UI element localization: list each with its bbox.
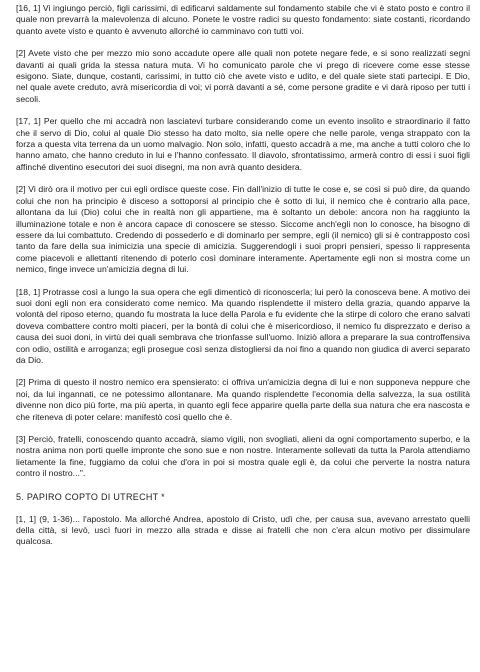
paragraph-18-2: [2] Prima di questo il nostro nemico era spensierato: ci offriva un'amicizia degna di lui e non supponeva neppure che noi, da lui ingannati, ce ne potessimo allontanare. Ma quando risplendette l'economia della salvezza, la sua ostilità divenne non dico più forte, ma più aperta, in quanto egli fece apparire quella parte della sua natura che era nascosta e che riteneva di poter celare: manifestò così quello che è. [16,377,470,422]
paragraph-16-1: [16, 1] Vi ingiungo perciò, figli carissimi, di edificarvi saldamente sul fondamento stabile che vi è stato posto e contro il quale non prevarrà la malevolenza di alcuno. Ponete le vostre radici su questo fondamento: siate costanti, ricordando quanto avete visto e quanto è avvenuto allorché io camminavo con tutti voi. [16,3,470,36]
paragraph-17-1: [17, 1] Per quello che mi accadrà non lasciatevi turbare considerando come un evento insolito e straordinario il fatto che il servo di Dio, colui al quale Dio stesso ha dato molto, sia nelle opere che nelle parole, venga strappato con la forza a questa vita terrena da un uomo malvagio. Non solo, infatti, questo accadrà a me, ma anche a tutti coloro che lo hanno amato, che hanno creduto in lui e l'hanno confessato. Il diavolo, sfrontatissimo, armerà contro di essi i suoi figli affinché diventino esecutori dei suoi disegni, ma non avrà quanto desidera. [16,116,470,172]
paragraph-17-2: [2] Vi dirò ora il motivo per cui egli ordisce queste cose. Fin dall'inizio di tutte le cose e, se così si può dire, da quando colui che non ha principio è disceso a sottoporsi al principio che è sotto di lui, il nemico che è contrario alla pace, allontana da lui (Dio) colui che in realtà non gli appartiene, ma è soltanto un debole: ancora non ha raggiunto la illuminazione totale e non è ancora capace di conoscere se stesso. Siccome anch'egli non lo conosce, ha bisogno di essere da lui combattuto. Credendo di possederlo e di dominarlo per sempre, egli (il nemico) gli si è contrapposto così tanto da fare della sua inimicizia una specie di amicizia. Suggerendogli i suoi propri pensieri, spesso li rappresenta come piacevoli e allettanti ritenendo di poterlo così dominare interamente. Apertamente egli non si mostra come un nemico, finge invece un'amicizia degna di lui. [16,184,470,275]
paragraph-18-3: [3] Perciò, fratelli, conoscendo quanto accadrà, siamo vigili, non svogliati, alieni da ogni comportamento superbo, e la nostra anima non porti quelle impronte che sono sue e non nostre. Interamente sollevati da tutta la Parola attendiamo lietamente la fine, fuggiamo da colui che d'ora in poi si mostra quale egli è, da colui che perverte la nostra natura contro il nostro...". [16,434,470,479]
section-heading: 5. PAPIRO COPTO DI UTRECHT * [16,491,165,502]
paragraph-18-1: [18, 1] Protrasse così a lungo la sua opera che egli dimenticò di riconoscerla; lui però la conosceva bene. A motivo dei suoi doni egli non era considerato come nemico. Ma quando risplendette il mistero della grazia, quando apparve la volontà del riposo eterno, quando fu mostrata la luce della Parola e fu evidente che la stirpe di coloro che erano salvati doveva combattere contro molti piaceri, per la bontà di colui che è misericordioso, il nemico fu disprezzato e deriso a causa dei suoi doni, in virtù dei quali sembrava che trionfasse sull'uomo. Iniziò allora a preparare la sua controffensiva con odio, ostilità e arroganza; egli prosegue così senza distogliersi da noi fino a quando non giudica di averci separato da Dio. [16,286,470,365]
paragraph-16-2: [2] Avete visto che per mezzo mio sono accadute opere alle quali non potete negare fede, e si sono realizzati segni davanti ai quali grida la stessa natura muta. Vi ho comunicato parole che vi prego di ricevere come esse stesse esigono. Siate, dunque, costanti, carissimi, in tutto ciò che avete visto e udito, e del quale siete stati partecipi. E Dio, nel quale avete creduto, avrà misericordia di voi; vi porrà davanti a sé, come persone gradite e vi darà riposo per tutti i secoli. [16,48,470,104]
paragraph-utrecht-1-1: [1, 1] (9, 1-36)... l'apostolo. Ma allorché Andrea, apostolo di Cristo, udì che, per causa sua, avevano arrestato quelli della città, si levò, uscì fuori in mezzo alla strada e disse ai fratelli che non c'era alcun motivo per dissimulare qualcosa. [16,513,470,547]
